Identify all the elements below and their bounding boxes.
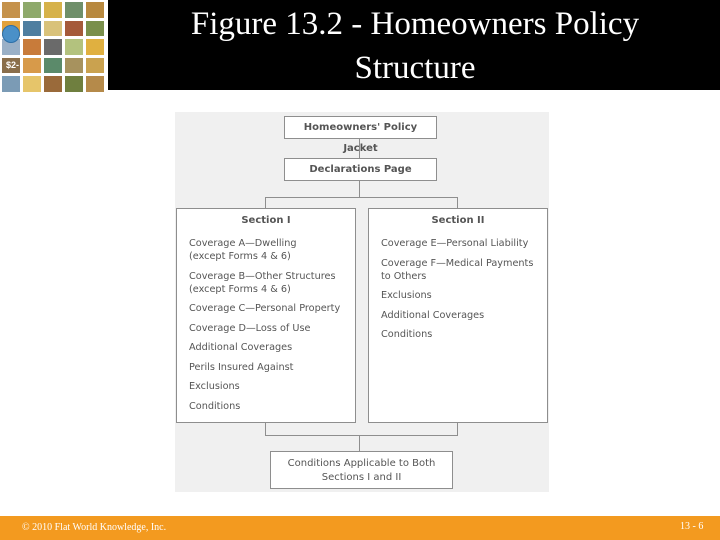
section-1-item: Coverage B—Other Structures [189,270,336,282]
logo-tile [44,21,62,37]
logo-tile [65,21,83,37]
logo-glyph: $2- [6,60,20,70]
conditions-both-sections-box [270,451,453,489]
logo-tile [23,76,41,92]
section-1-item: Coverage C—Personal Property [189,303,341,314]
logo-tile [2,76,20,92]
section-2-item: Coverage E—Personal Liability [381,238,529,249]
logo-tile [44,39,62,55]
logo-tile [86,2,104,18]
logo-tile [86,21,104,37]
section-1-item: Perils Insured Against [189,361,294,373]
connector-from-section-1 [265,423,266,435]
logo-tile [23,39,41,55]
slide-title [150,2,680,90]
logo-tile [65,58,83,74]
connector-top-branch [265,197,457,198]
logo-tile [65,76,83,92]
logo-tile [44,2,62,18]
connector-declarations-down [359,181,360,197]
declarations-page-box: Declarations Page [284,158,437,181]
section-1-title: Section I [241,215,291,226]
logo-tile [2,2,20,18]
section-2-item: Coverage F—Medical Payments [381,257,534,269]
connector-to-section-1 [265,197,266,208]
section-2-item: Exclusions [381,290,432,301]
section-1-item: Conditions [189,400,241,412]
section-2-item: Additional Coverages [381,309,485,321]
logo-tile [86,58,104,74]
logo-tile-grid [2,2,104,92]
logo-tile [86,39,104,55]
footer-bar [0,516,720,540]
section-1-item: Coverage A—Dwelling [189,238,297,249]
slide-title-line-1: Figure 13.2 - Homeowners Policy [190,6,640,42]
section-2-item: to Others [381,270,427,282]
homeowners-policy-jacket-box: Homeowners' Policy Jacket [284,116,437,139]
title-bar [0,0,720,90]
section-1-box [176,208,356,423]
section-2-title: Section II [431,215,485,226]
logo-tile [65,39,83,55]
page-number: 13 - 6 [680,521,704,532]
conditions-line-1: Conditions Applicable to Both [287,458,436,469]
section-2-item: Conditions [381,329,433,340]
logo-tile [65,2,83,18]
section-1-item: Additional Coverages [189,342,293,353]
logo-tile [44,76,62,92]
connector-bottom-branch [265,435,458,436]
logo-tile [44,58,62,74]
section-1-item: (except Forms 4 & 6) [189,283,291,295]
logo-tile [23,2,41,18]
section-1-item: (except Forms 4 & 6) [189,251,291,262]
connector-from-section-2 [457,423,458,435]
policy-structure-figure [175,112,549,492]
logo-tile [86,76,104,92]
logo-tile [23,58,41,74]
copyright-text: © 2010 Flat World Knowledge, Inc. [22,522,167,533]
connector-to-section-2 [457,197,458,208]
section-2-box [368,208,548,423]
slide-title-line-2: Structure [354,50,476,86]
logo-tile [23,21,41,37]
logo [0,0,108,90]
logo-badge-icon [2,25,20,43]
connector-to-conditions [359,435,360,451]
section-1-item: Exclusions [189,381,240,392]
conditions-line-2: Sections I and II [321,472,402,483]
section-1-item: Coverage D—Loss of Use [189,322,311,334]
